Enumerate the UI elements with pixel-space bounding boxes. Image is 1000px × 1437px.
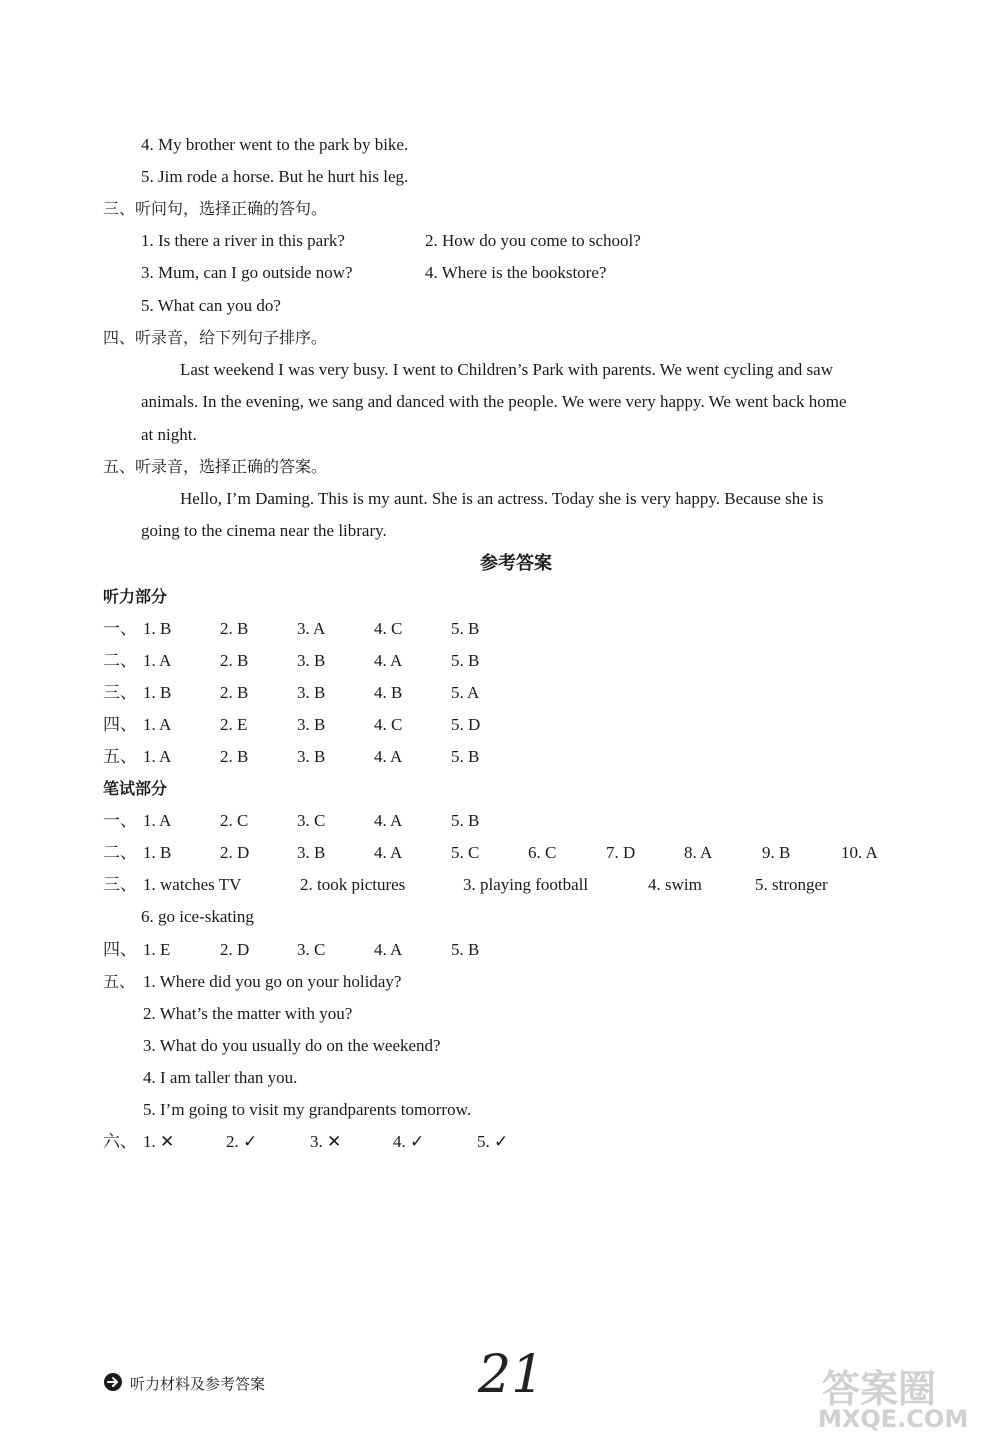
answer-cell: 2. B <box>220 747 249 766</box>
answer-cell: 1. A <box>143 651 172 670</box>
answer-cell: 4. A <box>374 843 403 862</box>
answer-cell: 3. C <box>297 811 326 830</box>
answer-cell: 5. B <box>451 619 480 638</box>
listening-s3-title: 三、听问句，选择正确的答句。 <box>103 199 328 218</box>
answer-cell: 4. ✓ <box>393 1132 425 1151</box>
arrow-circle-icon <box>103 1372 123 1392</box>
answer-cell: 4. A <box>374 747 403 766</box>
answer-cell: 2. D <box>220 940 250 959</box>
answer-cell: 3. C <box>297 940 326 959</box>
answer-cell: 4. A <box>374 651 403 670</box>
answer-cell: 4. A <box>374 940 403 959</box>
answer-row-label: 一、 <box>103 811 137 831</box>
answer-cell: 5. A <box>451 683 480 702</box>
answer-cell: 1. watches TV <box>143 875 242 894</box>
answer-cell: 3. B <box>297 683 326 702</box>
listening-s4-line-3: at night. <box>141 425 197 444</box>
writing-s5-item-2: 2. What’s the matter with you? <box>143 1004 353 1023</box>
listening-s4-line-1: Last weekend I was very busy. I went to Children’s Park with parents. We went cycling and saw <box>180 360 833 379</box>
answer-cell: 9. B <box>762 843 791 862</box>
writing-s5-item-1: 1. Where did you go on your holiday? <box>143 972 402 991</box>
writing-s3-item-6: 6. go ice-skating <box>141 907 254 926</box>
answer-cell: 1. A <box>143 747 172 766</box>
answer-row-label: 二、 <box>103 843 137 863</box>
writing-s5-label: 五、 <box>103 972 136 991</box>
listening-s4-line-2: animals. In the evening, we sang and danced with the people. We were very happy. We went back home <box>141 392 847 411</box>
answer-cell: 2. C <box>220 811 249 830</box>
answer-cell: 3. A <box>297 619 326 638</box>
answer-cell: 1. A <box>143 715 172 734</box>
answer-cell: 6. C <box>528 843 557 862</box>
listening-s2-item-4: 4. My brother went to the park by bike. <box>141 135 409 154</box>
answer-cell: 3. B <box>297 715 326 734</box>
answer-cell: 1. B <box>143 843 172 862</box>
listening-s3-item-2: 2. How do you come to school? <box>425 231 641 250</box>
answer-cell: 5. B <box>451 651 480 670</box>
answer-cell: 4. A <box>374 811 403 830</box>
answer-cell: 2. D <box>220 843 250 862</box>
answer-cell: 1. B <box>143 619 172 638</box>
answers-title: 参考答案 <box>480 553 552 574</box>
listening-s5-line-2: going to the cinema near the library. <box>141 521 387 540</box>
answer-cell: 8. A <box>684 843 713 862</box>
answer-cell: 5. C <box>451 843 480 862</box>
answer-cell: 1. ✕ <box>143 1132 175 1151</box>
answer-cell: 3. playing football <box>463 875 589 894</box>
footer-label: 听力材料及参考答案 <box>130 1375 266 1393</box>
answer-cell: 4. C <box>374 715 403 734</box>
answer-cell: 5. ✓ <box>477 1132 509 1151</box>
answer-row-label: 三、 <box>103 683 137 703</box>
listening-s3-item-4: 4. Where is the bookstore? <box>425 263 607 282</box>
listening-s5-title: 五、听录音，选择正确的答案。 <box>103 457 328 476</box>
answer-cell: 1. E <box>143 940 171 959</box>
listening-s3-item-5: 5. What can you do? <box>141 296 281 315</box>
listening-s2-item-5: 5. Jim rode a horse. But he hurt his leg. <box>141 167 409 186</box>
answer-cell: 5. B <box>451 940 480 959</box>
answer-cell: 3. B <box>297 843 326 862</box>
writing-s5-item-3: 3. What do you usually do on the weekend? <box>143 1036 441 1055</box>
answer-row-label: 二、 <box>103 651 137 671</box>
listening-s5-line-1: Hello, I’m Daming. This is my aunt. She is an actress. Today she is very happy. Because she is <box>180 489 824 508</box>
answer-cell: 1. B <box>143 683 172 702</box>
answer-row-label: 四、 <box>103 940 137 960</box>
watermark-url: MXQE.COM <box>818 1405 969 1433</box>
answer-cell: 7. D <box>606 843 636 862</box>
answer-cell: 2. B <box>220 683 249 702</box>
writing-s5-item-5: 5. I’m going to visit my grandparents tomorrow. <box>143 1100 471 1119</box>
answer-cell: 2. E <box>220 715 248 734</box>
listening-s4-title: 四、听录音，给下列句子排序。 <box>103 328 328 347</box>
answer-cell: 3. ✕ <box>310 1132 342 1151</box>
listening-s3-item-1: 1. Is there a river in this park? <box>141 231 345 250</box>
answer-cell: 4. C <box>374 619 403 638</box>
listening-heading: 听力部分 <box>103 587 168 606</box>
answer-cell: 3. B <box>297 747 326 766</box>
listening-s3-item-3: 3. Mum, can I go outside now? <box>141 263 353 282</box>
writing-heading: 笔试部分 <box>103 779 168 798</box>
answer-cell: 5. stronger <box>755 875 828 894</box>
answer-cell: 2. B <box>220 619 249 638</box>
page-number: 21 <box>478 1345 545 1405</box>
answer-cell: 3. B <box>297 651 326 670</box>
answer-row-label: 六、 <box>103 1132 137 1152</box>
answer-cell: 5. B <box>451 747 480 766</box>
answer-cell: 5. B <box>451 811 480 830</box>
answer-row-label: 四、 <box>103 715 137 735</box>
writing-s5-item-4: 4. I am taller than you. <box>143 1068 298 1087</box>
watermark-logo: 答案圈 <box>822 1367 937 1411</box>
answer-cell: 2. ✓ <box>226 1132 258 1151</box>
answer-row-label: 三、 <box>103 875 137 895</box>
answer-cell: 2. B <box>220 651 249 670</box>
answer-row-label: 一、 <box>103 619 137 639</box>
answer-cell: 1. A <box>143 811 172 830</box>
answer-cell: 4. B <box>374 683 403 702</box>
answer-row-label: 五、 <box>103 747 137 767</box>
answer-cell: 5. D <box>451 715 481 734</box>
answer-cell: 4. swim <box>648 875 702 894</box>
answer-cell: 2. took pictures <box>300 875 406 894</box>
answer-cell: 10. A <box>841 843 878 862</box>
